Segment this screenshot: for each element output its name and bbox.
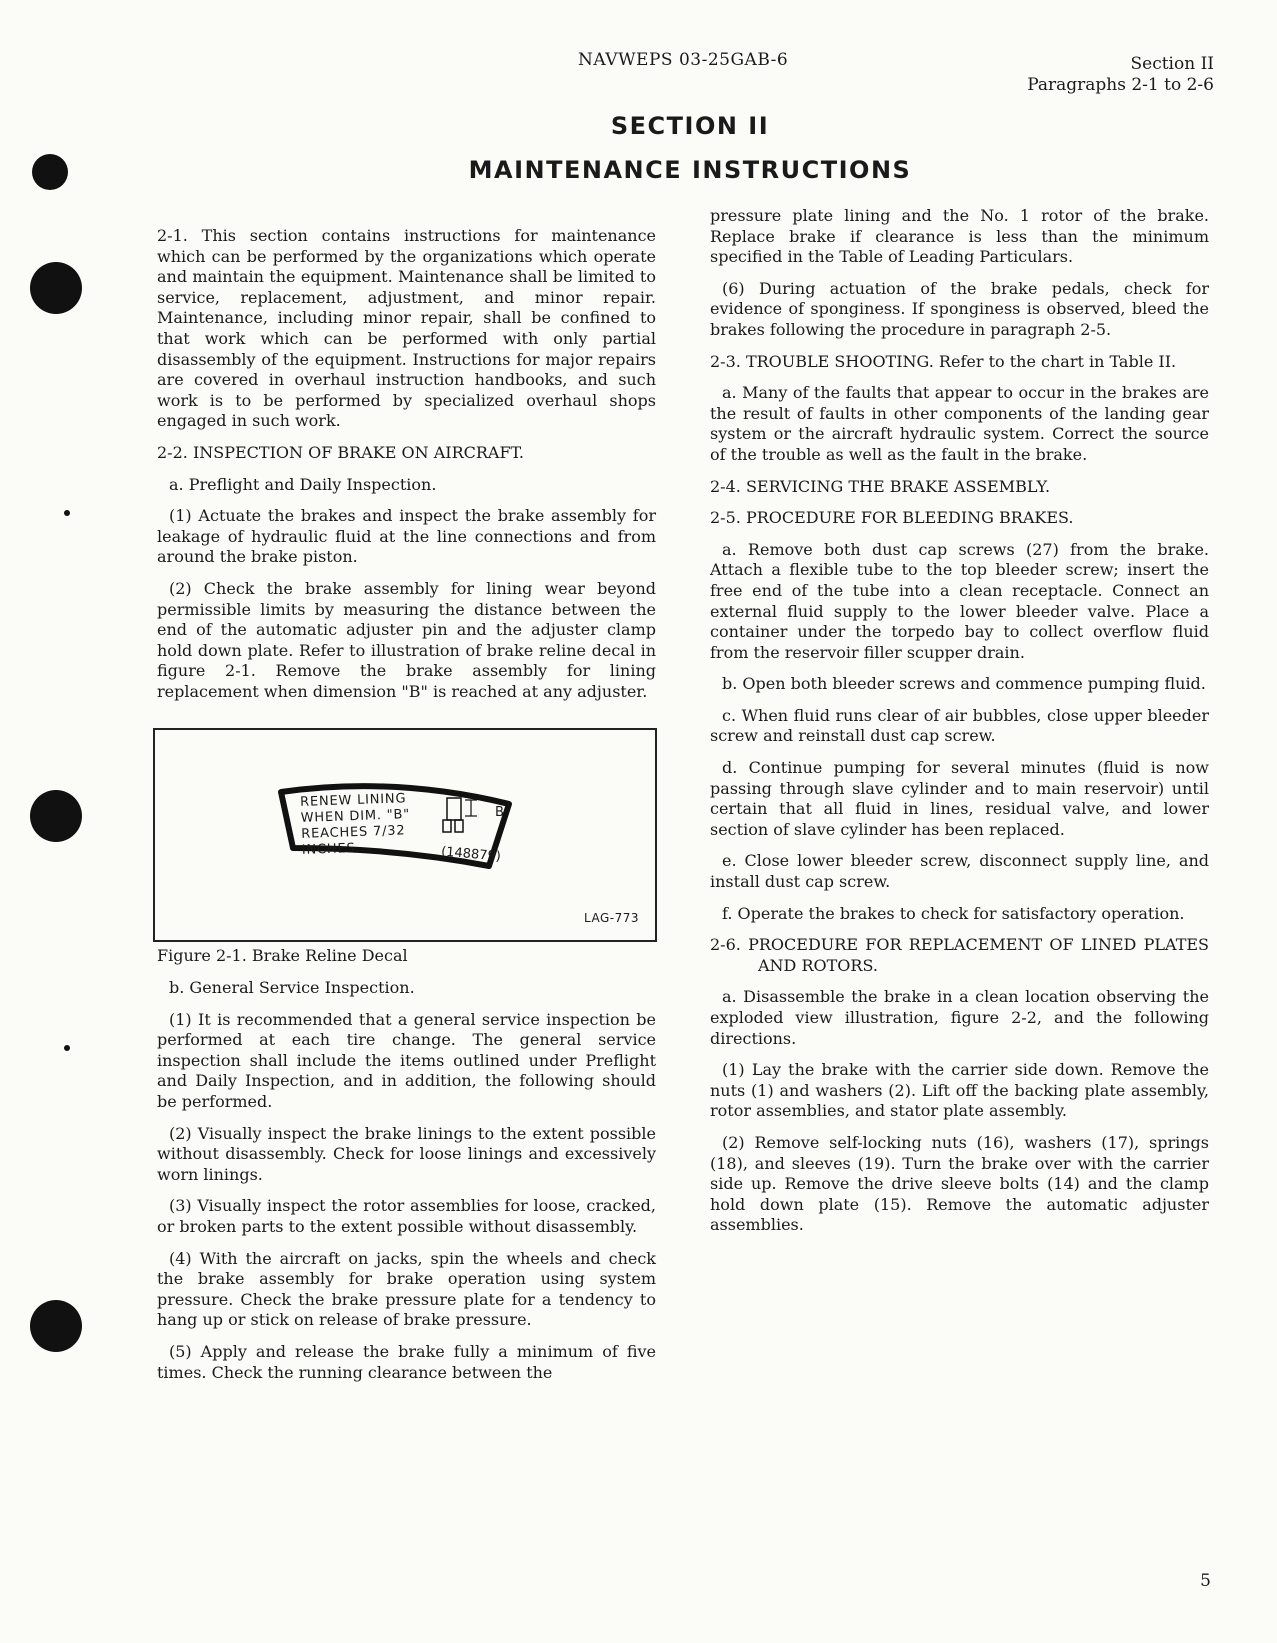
item-a1: (1) Actuate the brakes and inspect the brake assembly for leakage of hydraulic fluid at the line connections and from around the brake piston.	[157, 506, 656, 567]
decal-text: RENEW LINING WHEN DIM. "B" REACHES 7/32 INCHES.	[299, 791, 411, 859]
left-column	[157, 226, 656, 1383]
decal-part-number: (148879)	[440, 844, 502, 866]
section-reference	[1027, 54, 1214, 96]
item-2-6a1: (1) Lay the brake with the carrier side down. Remove the nuts (1) and washers (2). Lift off the backing plate assembly, rotor assemblies, and stator plate assembly.	[710, 1060, 1209, 1121]
heading-2-5: 2-5. PROCEDURE FOR BLEEDING BRAKES.	[710, 508, 1074, 528]
punch-mark	[64, 1045, 70, 1051]
right-column	[710, 206, 1209, 1247]
item-2-5b: b. Open both bleeder screws and commence pumping fluid.	[722, 674, 1206, 694]
item-b5-continued: pressure plate lining and the No. 1 rotor of the brake. Replace brake if clearance is less than the minimum specified in the Table of Leading Particulars.	[710, 206, 1209, 267]
section-label: Section II	[1130, 54, 1214, 74]
item-2-5c: c. When fluid runs clear of air bubbles, close upper bleeder screw and reinstall dust cap screw.	[710, 705, 1209, 746]
figure-code: LAG-773	[584, 910, 639, 925]
page-number: 5	[1200, 1571, 1211, 1591]
item-2-3a: a. Many of the faults that appear to occur in the brakes are the result of faults in other components of the landing gear system or the aircraft hydraulic system. Correct the source of the trouble as well as the fault in the brake.	[710, 383, 1209, 464]
punch-hole	[30, 262, 82, 314]
section-title: SECTION II	[610, 112, 770, 140]
item-b1: (1) It is recommended that a general service inspection be performed at each tire change. The general service inspection shall include the items outlined under Preflight and Daily Inspection, and in addition, the following should be performed.	[157, 1009, 656, 1112]
item-b3: (3) Visually inspect the rotor assemblies for loose, cracked, or broken parts to the extent possible without disassembly.	[157, 1196, 656, 1236]
item-b2: (2) Visually inspect the brake linings to the extent possible without disassembly. Check for loose linings and excessively worn linings.	[157, 1123, 656, 1184]
dimension-label: B	[495, 805, 504, 821]
item-b5: (5) Apply and release the brake fully a minimum of five times. Check the running clearance between the	[157, 1341, 656, 1382]
document-number: NAVWEPS 03-25GAB-6	[578, 50, 789, 70]
heading-2-3: 2-3. TROUBLE SHOOTING. Refer to the chart in Table II.	[710, 351, 1177, 371]
heading-2-2: 2-2. INSPECTION OF BRAKE ON AIRCRAFT.	[157, 442, 524, 462]
paragraph-2-1: 2-1. This section contains instructions for maintenance which can be performed by the organizations which operate and maintain the equipment. Maintenance shall be limited to service, replacement, adjustment, and minor repair. Maintenance, including minor repair, shall be confined to that work which can be performed with only partial disassembly of the equipment. Instructions for major repairs are covered in overhaul instruction handbooks, and such work is to be performed by specialized overhaul shops engaged in such work.	[157, 226, 656, 431]
item-a2: (2) Check the brake assembly for lining wear beyond permissible limits by measuring the distance between the end of the automatic adjuster pin and the adjuster clamp hold down plate. Refer to illustration of brake reline decal in figure 2-1. Remove the brake assembly for lining replacement when dimension "B" is reached at any adjuster.	[157, 578, 656, 701]
paragraph-range: Paragraphs 2-1 to 2-6	[1027, 75, 1214, 95]
subheading-b: b. General Service Inspection.	[169, 978, 415, 998]
figure-2-1	[153, 728, 657, 942]
heading-2-6: 2-6. PROCEDURE FOR REPLACEMENT OF LINED PLATES AND ROTORS.	[710, 935, 1209, 975]
punch-hole	[30, 1300, 82, 1352]
item-2-5e: e. Close lower bleeder screw, disconnect supply line, and install dust cap screw.	[710, 851, 1209, 892]
figure-caption: Figure 2-1. Brake Reline Decal	[157, 946, 408, 966]
item-2-5d: d. Continue pumping for several minutes (fluid is now passing through slave cylinder and to main reservoir) until certain that all fluid in lines, residual valve, and lower section of slave cylinder has been replaced.	[710, 758, 1209, 839]
punch-hole	[30, 790, 82, 842]
section-subtitle: MAINTENANCE INSTRUCTIONS	[468, 156, 912, 184]
heading-2-4: 2-4. SERVICING THE BRAKE ASSEMBLY.	[710, 476, 1051, 496]
subheading-a: a. Preflight and Daily Inspection.	[169, 474, 437, 494]
item-2-5a: a. Remove both dust cap screws (27) from the brake. Attach a flexible tube to the top bleeder screw; insert the free end of the tube into a clean receptacle. Connect an external fluid supply to the lower bleeder valve. Place a container under the torpedo bay to collect overflow fluid from the reservoir filler scupper drain.	[710, 539, 1209, 662]
item-2-5f: f. Operate the brakes to check for satisfactory operation.	[722, 903, 1185, 923]
item-2-6a: a. Disassemble the brake in a clean location observing the exploded view illustration, figure 2-2, and the following directions.	[710, 987, 1209, 1048]
item-b4: (4) With the aircraft on jacks, spin the wheels and check the brake assembly for brake operation using system pressure. Check the brake pressure plate for a tendency to hang up or stick on release of brake pressure.	[157, 1248, 656, 1330]
punch-mark	[64, 510, 70, 516]
item-2-6a2: (2) Remove self-locking nuts (16), washers (17), springs (18), and sleeves (19). Turn the brake over with the carrier side up. Remove the drive sleeve bolts (14) and the clamp hold down plate (15). Remove the automatic adjuster assemblies.	[710, 1132, 1209, 1235]
item-b6: (6) During actuation of the brake pedals, check for evidence of sponginess. If sponginess is observed, bleed the brakes following the procedure in paragraph 2-5.	[710, 278, 1209, 339]
